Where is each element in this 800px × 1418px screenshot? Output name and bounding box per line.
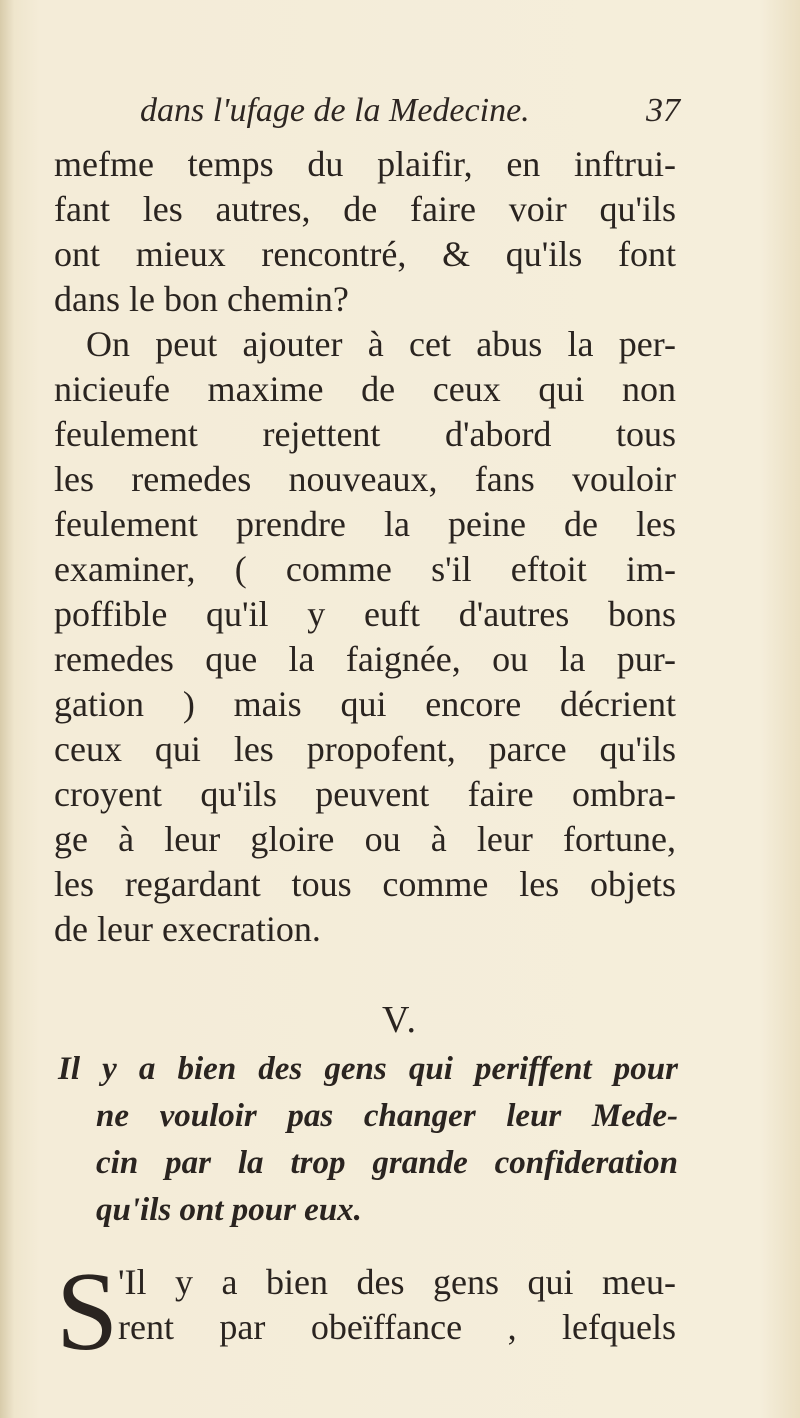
text-line: rent par obeïffance , lefquels: [118, 1307, 676, 1347]
text-line: les remedes nouveaux, fans vouloir: [54, 459, 676, 499]
text-line: dans le bon chemin?: [54, 279, 349, 319]
text-line: mefme temps du plaifir, en inftrui-: [54, 144, 676, 184]
running-title: dans l'ufage de la Medecine.: [140, 92, 530, 129]
text-line: feulement rejettent d'abord tous: [54, 414, 676, 454]
heading-line: Il y a bien des gens qui periffent pour: [58, 1051, 678, 1087]
text-line: examiner, ( comme s'il eftoit im-: [54, 549, 676, 589]
page-gutter: [0, 0, 14, 1418]
text-line: de leur execration.: [54, 909, 321, 949]
heading-line: ne vouloir pas changer leur Mede-: [96, 1098, 678, 1134]
text-line: ont mieux rencontré, & qu'ils font: [54, 234, 676, 274]
paragraph-opening: [118, 1260, 676, 1350]
section-number: V.: [381, 999, 419, 1041]
body-text: [54, 142, 676, 952]
drop-capital: S: [56, 1250, 119, 1374]
text-line: ceux qui les propofent, parce qu'ils: [54, 729, 676, 769]
text-line: remedes que la faignée, ou la pur-: [54, 639, 676, 679]
page-number: 37: [646, 92, 680, 129]
text-line: fant les autres, de faire voir qu'ils: [54, 189, 676, 229]
text-line: ge à leur gloire ou à leur fortune,: [54, 819, 676, 859]
text-line: les regardant tous comme les objets: [54, 864, 676, 904]
text-line: gation ) mais qui encore décrient: [54, 684, 676, 724]
heading-line: cin par la trop grande confideration: [96, 1145, 678, 1181]
text-line: 'Il y a bien des gens qui meu-: [118, 1262, 676, 1302]
running-header: [140, 92, 680, 140]
heading-line: qu'ils ont pour eux.: [96, 1192, 362, 1228]
text-line: poffible qu'il y euft d'autres bons: [54, 594, 676, 634]
text-line: On peut ajouter à cet abus la per-: [86, 324, 676, 364]
text-line: croyent qu'ils peuvent faire ombra-: [54, 774, 676, 814]
text-line: nicieufe maxime de ceux qui non: [54, 369, 676, 409]
section-heading: [58, 1046, 678, 1234]
text-line: feulement prendre la peine de les: [54, 504, 676, 544]
